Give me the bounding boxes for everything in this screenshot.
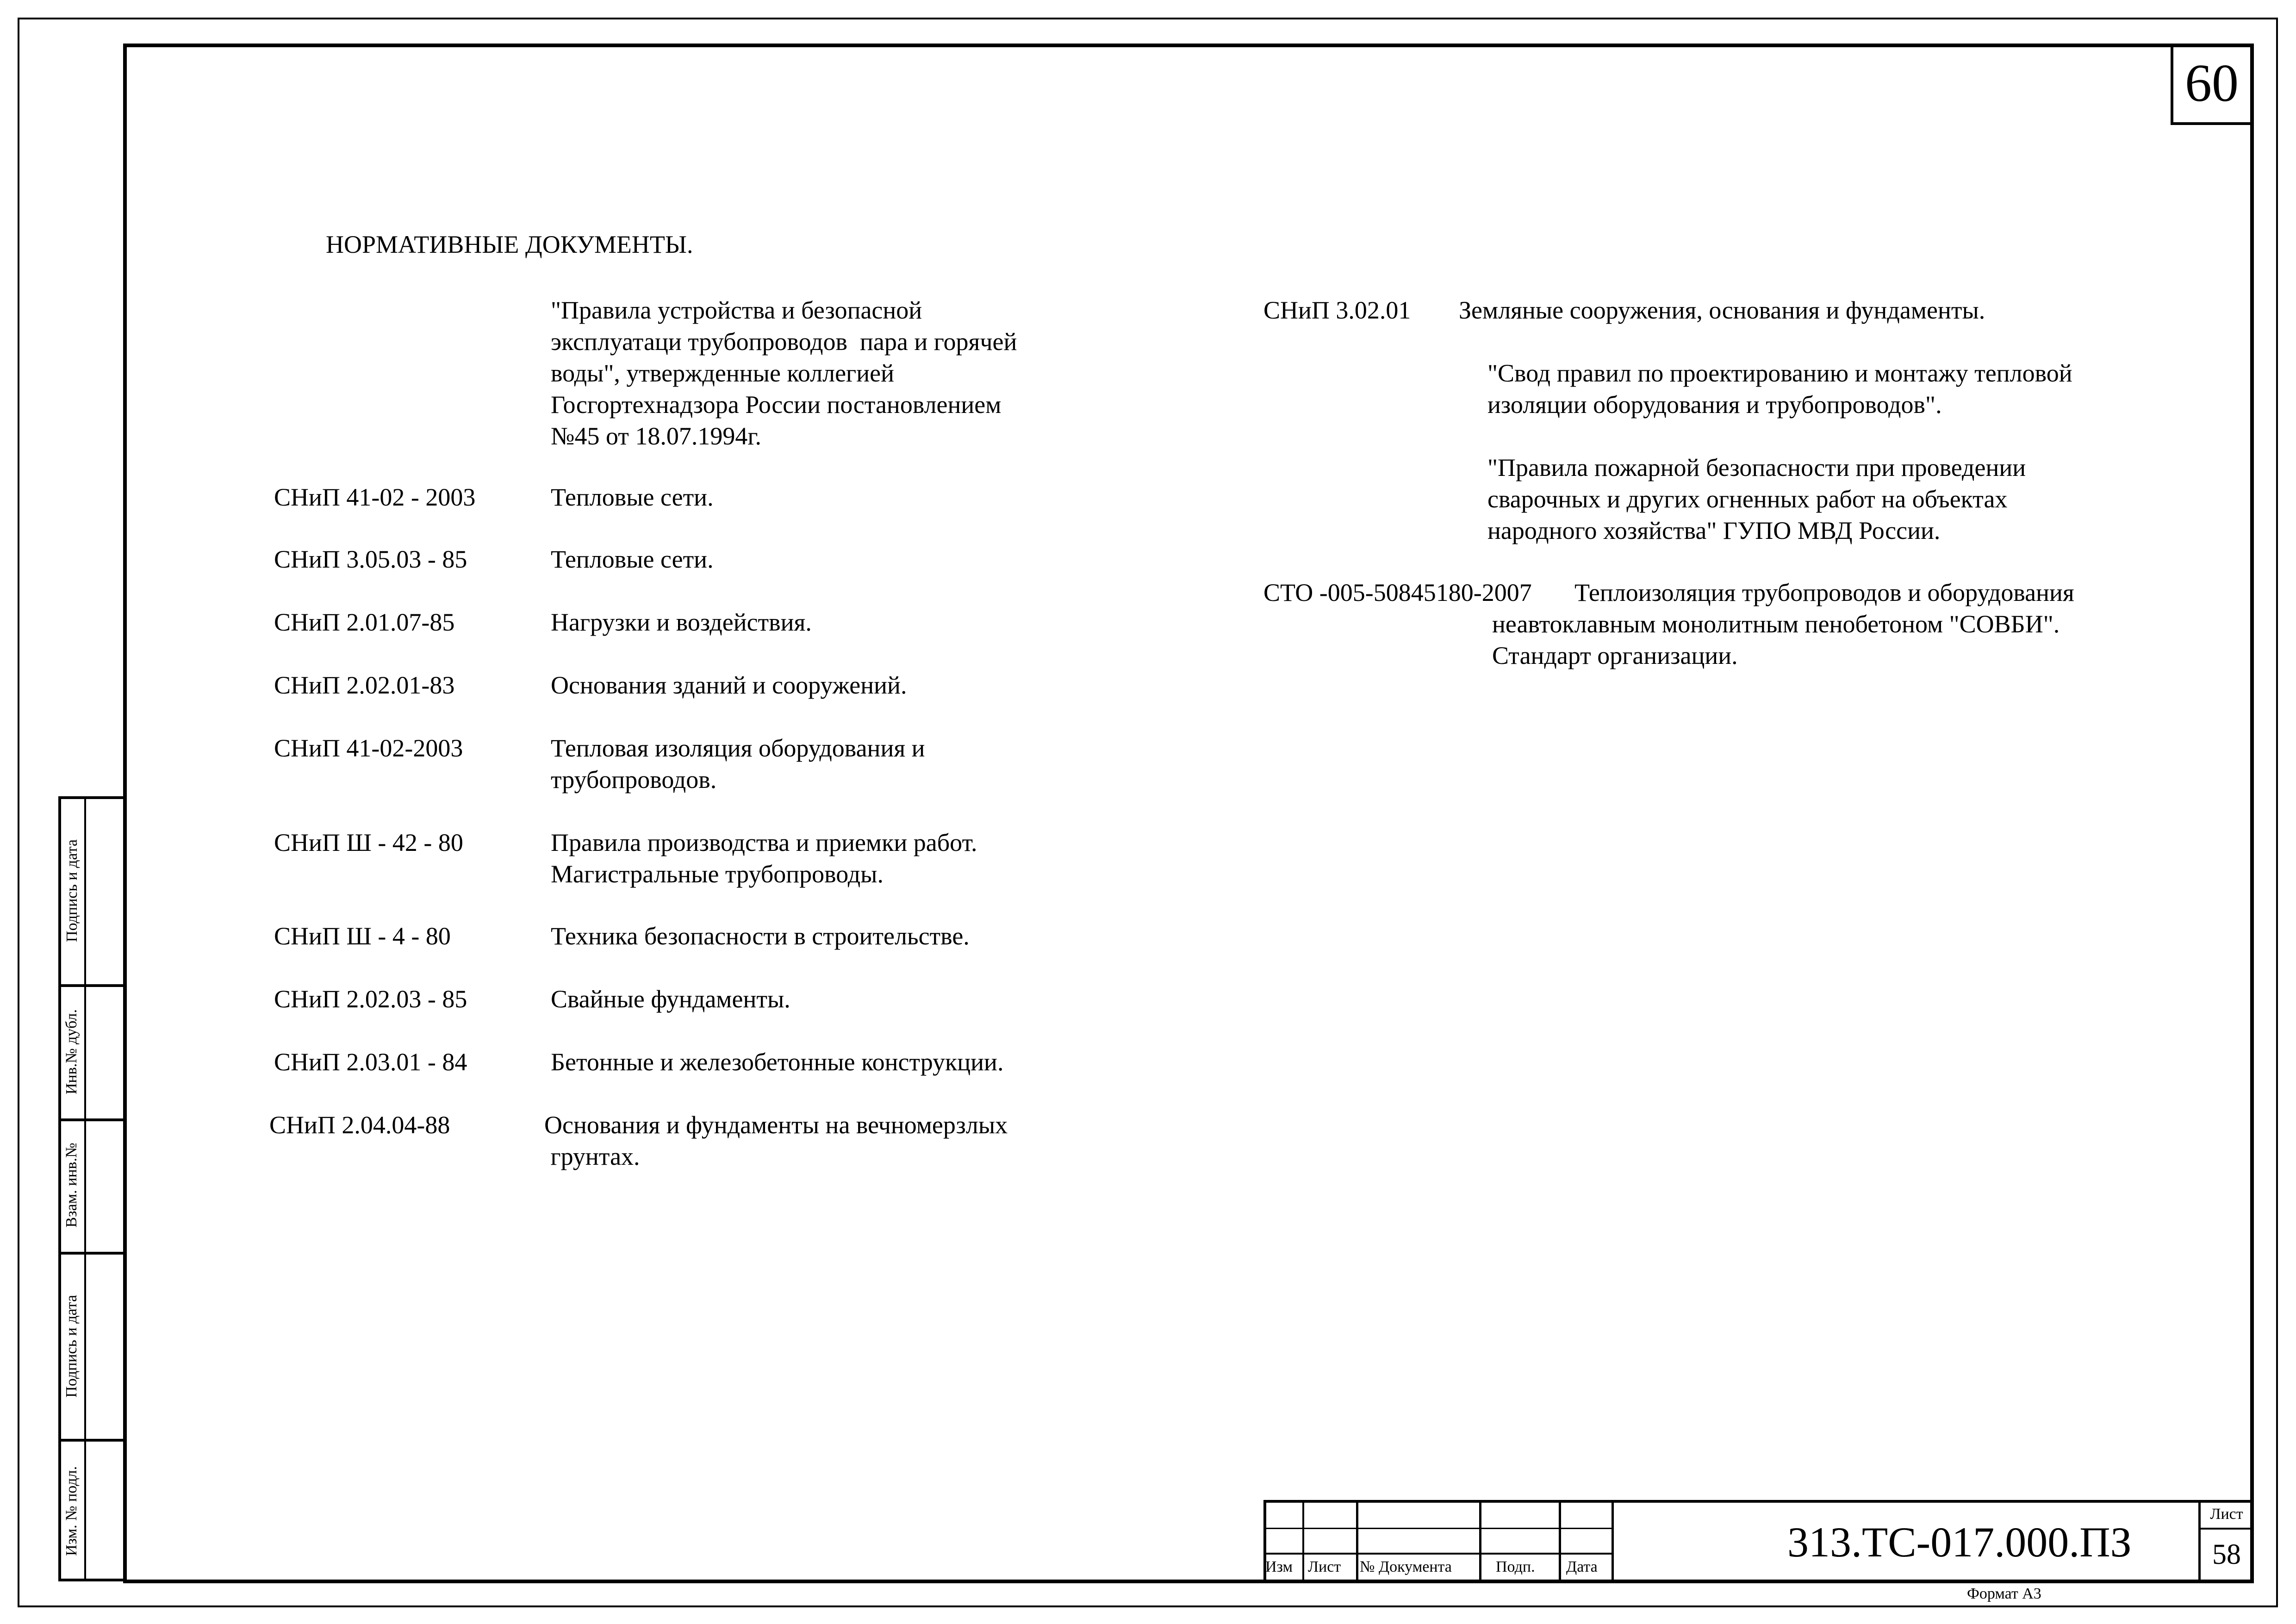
outer-frame-top — [18, 18, 2278, 19]
column-label-document: № Документа — [1360, 1558, 1452, 1575]
side-stamp-label: Изм. № подл. — [63, 1466, 80, 1556]
sheet-value: 58 — [2212, 1539, 2241, 1570]
side-stamp-divider — [84, 796, 86, 1581]
column-label-list: Лист — [1308, 1558, 1341, 1575]
entry-title: Бетонные и железобетонные конструкции. — [551, 1048, 1004, 1076]
sheet-label: Лист — [2210, 1505, 2243, 1523]
entry-title: Правила производства и приемки работ. Магистральные трубопроводы. — [551, 829, 977, 888]
sto-title-rest: неавтоклавным монолитным пенобетоном "СОВБИ". Стандарт организации. — [1492, 610, 2060, 669]
entry-code: СНиП 3.05.03 - 85 — [274, 545, 467, 573]
title-block-grid-line — [1356, 1500, 1358, 1581]
title-block-grid-line — [1302, 1500, 1304, 1581]
entry-code: СНиП Ш - 4 - 80 — [274, 922, 451, 950]
side-stamp-label: Подпись и дата — [63, 1295, 80, 1398]
page-title: НОРМАТИВНЫЕ ДОКУМЕНТЫ. — [326, 231, 693, 258]
entry-code: СНиП 2.02.03 - 85 — [274, 985, 467, 1013]
outer-frame-right — [2276, 18, 2278, 1607]
right-snip-code: СНиП 3.02.01 — [1263, 296, 1411, 324]
entry-code: СНиП Ш - 42 - 80 — [274, 829, 463, 856]
inner-frame-top — [123, 44, 2254, 47]
entry-title: Тепловая изоляция оборудования и трубопроводов. — [551, 734, 925, 793]
entry-title: Основания зданий и сооружений. — [551, 671, 907, 699]
outer-frame-bottom — [18, 1605, 2278, 1607]
side-stamp-label: Взам. инв.№ — [63, 1143, 80, 1228]
title-block-grid-line — [1479, 1500, 1481, 1581]
intro-rules-text: "Правила устройства и безопасной эксплуатаци трубопроводов пара и горячей воды", утвержденные коллегией Госгортехнадзора России постановлением №45 от 18.07.1994г. — [551, 296, 1017, 450]
column-label-izm: Изм — [1265, 1558, 1293, 1575]
format-label: Формат А3 — [1967, 1585, 2041, 1602]
entry-title: Тепловые сети. — [551, 545, 714, 573]
sto-code: СТО -005-50845180-2007 — [1263, 579, 1532, 606]
entry-code: СНиП 2.01.07-85 — [274, 608, 455, 636]
entry-code: СНиП 41-02 - 2003 — [274, 483, 476, 511]
entry-title: Основания и фундаменты на вечномерзлых грунтах. — [544, 1111, 1008, 1170]
document-code: 313.ТС-017.000.ПЗ — [1787, 1518, 2132, 1566]
title-block-grid-line — [2198, 1528, 2252, 1530]
entry-code: СНиП 2.02.01-83 — [274, 671, 455, 699]
side-stamp-label: Инв.№ дубл. — [63, 1009, 80, 1095]
fire-safety-text: "Правила пожарной безопасности при проведении сварочных и других огненных работ на объектах народного хозяйства" ГУПО МВД России. — [1487, 454, 2026, 544]
entry-title: Нагрузки и воздействия. — [551, 608, 812, 636]
right-snip-title: Земляные сооружения, основания и фундаменты. — [1459, 296, 1985, 324]
page-number: 60 — [2185, 54, 2239, 113]
title-block-grid-line — [1559, 1500, 1561, 1581]
entry-title: Техника безопасности в строительстве. — [551, 922, 970, 950]
entry-title: Свайные фундаменты. — [551, 985, 790, 1013]
column-label-signature: Подп. — [1496, 1558, 1535, 1575]
entry-code: СНиП 41-02-2003 — [274, 734, 463, 762]
entry-title: Тепловые сети. — [551, 483, 714, 511]
entry-code: СНиП 2.03.01 - 84 — [274, 1048, 467, 1076]
sto-title-line1: Теплоизоляция трубопроводов и оборудования — [1574, 579, 2074, 606]
side-stamp-label: Подпись и дата — [63, 839, 81, 942]
inner-frame-right — [2250, 44, 2254, 1583]
outer-frame-left — [18, 18, 19, 1607]
column-label-date: Дата — [1566, 1558, 1598, 1575]
svod-rules-text: "Свод правил по проектированию и монтажу тепловой изоляции оборудования и трубопроводов". — [1487, 359, 2072, 418]
title-block-grid-line — [1612, 1500, 1614, 1581]
entry-code: СНиП 2.04.04-88 — [269, 1111, 450, 1139]
title-block-grid-line — [2198, 1500, 2201, 1581]
